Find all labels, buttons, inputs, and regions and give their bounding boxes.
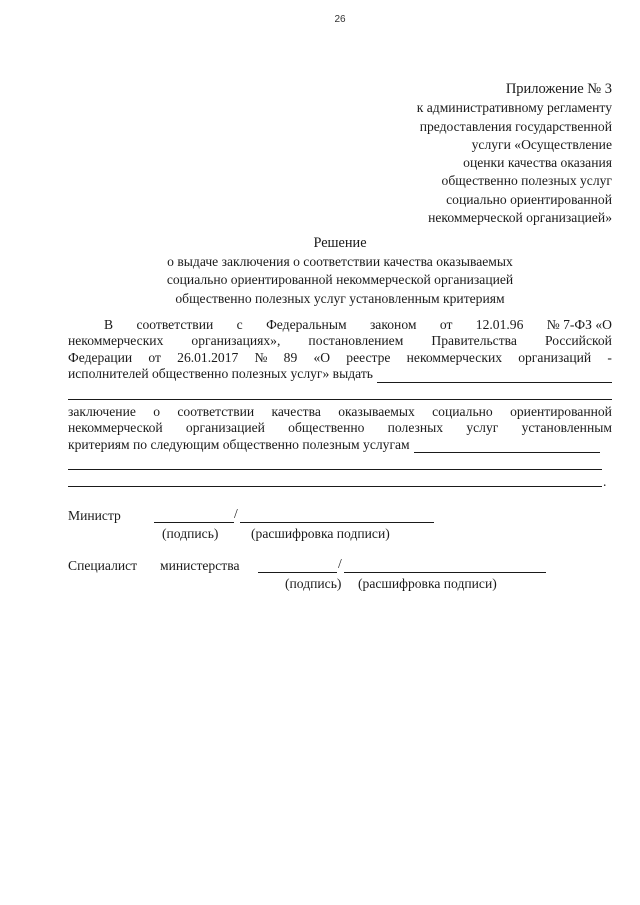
word: Российской (544, 333, 612, 349)
text-line-with-blank (68, 437, 612, 453)
decision-line: о выдаче заключения о соответствии качества оказываемых (167, 253, 513, 269)
specialist-separator: / (338, 556, 342, 571)
issue-to-text: исполнителей общественно полезных услуг» выдать (68, 366, 373, 382)
services-text: критериям по следующим общественно полезным услугам (68, 436, 410, 452)
recipient-blank-line[interactable] (68, 399, 612, 400)
appendix-line: к административному регламенту (416, 100, 612, 116)
word: ориентированной (510, 404, 612, 419)
decision-title: Решение (313, 235, 367, 251)
word: организацией (185, 420, 265, 436)
decision-line: общественно полезных услуг установленным критериям (175, 290, 505, 306)
word: «О (313, 349, 331, 365)
decision-line: социально ориентированной некоммерческой организацией (166, 272, 514, 287)
word: № 7-ФЗ «О (546, 317, 612, 332)
word: оказываемых (338, 404, 415, 419)
word: услуг (466, 420, 499, 436)
page-number: 26 (334, 14, 346, 25)
end-mark: . (603, 474, 607, 489)
word: законом (369, 317, 417, 332)
word: 12.01.96 (475, 317, 524, 332)
word: некоммерческих (68, 333, 164, 349)
text-line (68, 404, 612, 420)
decision-heading (80, 234, 600, 308)
minister-name-caption: (расшифровка подписи) (251, 526, 390, 541)
word: от (439, 317, 453, 332)
recipient-blank[interactable] (377, 370, 612, 383)
word: В (104, 317, 114, 332)
minister-separator: / (234, 506, 238, 521)
word: Правительства (431, 333, 517, 349)
word: 89 (283, 349, 298, 365)
word: качества (271, 404, 321, 419)
text-line (68, 333, 612, 349)
services-blank[interactable] (414, 440, 600, 453)
word: Федерации (68, 349, 133, 365)
appendix-line: услуги «Осуществление (471, 136, 612, 152)
word: установленным (521, 420, 612, 436)
minister-signature-line[interactable] (154, 522, 234, 523)
word: общественно (288, 420, 365, 436)
specialist-name-line[interactable] (344, 572, 546, 573)
paragraph-conclusion (68, 404, 612, 453)
minister-sign-caption: (подпись) (162, 526, 219, 541)
specialist-name-caption: (расшифровка подписи) (358, 576, 497, 591)
word: Федеральным (266, 317, 347, 332)
word: реестре (346, 349, 391, 365)
word: № (254, 349, 268, 365)
minister-name-line[interactable] (240, 522, 434, 523)
text-line (68, 420, 612, 436)
paragraph-legal-basis (68, 317, 612, 383)
word: заключение (68, 404, 136, 419)
appendix-line: оценки качества оказания (463, 155, 612, 171)
specialist-sign-caption: (подпись) (285, 576, 342, 591)
specialist-label: Специалист (68, 558, 138, 573)
word: организаций (518, 349, 592, 365)
word: организациях», (191, 333, 281, 349)
word: - (607, 349, 612, 365)
ministry-label: министерства (160, 558, 240, 573)
text-line (68, 317, 612, 333)
word: о (153, 404, 161, 419)
word: от (148, 349, 161, 365)
services-blank-line[interactable] (68, 486, 602, 487)
word: с (236, 317, 243, 332)
word: некоммерческих (406, 349, 503, 365)
appendix-line: некоммерческой организацией» (428, 210, 612, 226)
appendix-title: Приложение № 3 (505, 81, 612, 97)
word: соответствии (177, 404, 255, 419)
text-line-with-blank (68, 366, 612, 382)
minister-label: Министр (68, 508, 121, 523)
appendix-line: общественно полезных услуг (441, 173, 612, 189)
specialist-signature-line[interactable] (258, 572, 337, 573)
appendix-header (312, 80, 612, 227)
word: 26.01.2017 (177, 349, 239, 365)
appendix-line: предоставления государственной (419, 118, 612, 134)
word: соответствии (136, 317, 214, 332)
services-blank-line[interactable] (68, 469, 602, 470)
word: социально (432, 404, 493, 419)
word: постановлением (308, 333, 404, 349)
word: полезных (387, 420, 444, 436)
word: некоммерческой (68, 420, 163, 436)
text-line (68, 350, 612, 366)
appendix-line: социально ориентированной (446, 191, 612, 207)
